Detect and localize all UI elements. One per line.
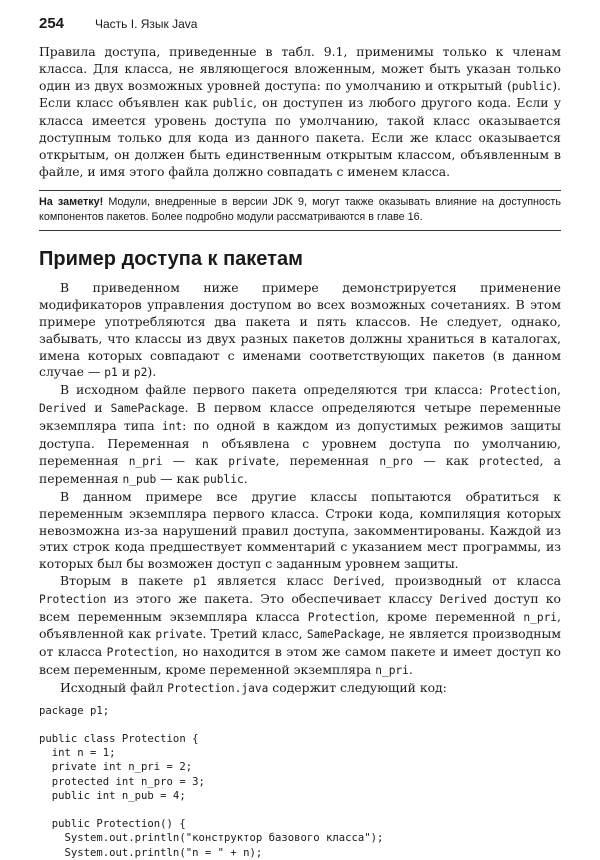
note-box — [39, 190, 561, 231]
code-line: protected int n_pro = 3; — [39, 775, 205, 788]
paragraph-derived: Вторым в пакете p1 является класс Derived, производный от класса Protection из этого же пакета. Это обеспечивает классу Derived доступ ко всем переменным экземпляра класса Protection, кроме переменной n_pri, объявленной как private. Третий класс, SamePackage, не является производным от класса Protection, но находится в этом же самом пакете и имеет доступ ко всем переменным, кроме переменной экземпляра n_pri. — [39, 572, 562, 677]
running-head: Часть I. Язык Java — [95, 17, 198, 31]
code-line: private int n_pri = 2; — [39, 761, 193, 774]
code-line: int n = 1; — [39, 747, 116, 760]
paragraph-source-file: Исходный файл Protection.java содержит следующий код: — [60, 679, 447, 695]
code-line: System.out.println("конструктор базового класса"); — [39, 832, 384, 845]
code-listing — [39, 704, 561, 860]
code-line: System.out.println("n = " + n); — [39, 846, 263, 859]
code-line: public class Protection { — [39, 732, 199, 745]
code-line: public Protection() { — [39, 818, 186, 831]
note-label: На заметку! — [39, 196, 104, 209]
page-body — [39, 44, 561, 860]
paragraph-first-package: В исходном файле первого пакета определяются три класса: Protection, Derived и SamePackage. В первом классе определяются четыре переменные экземпляра типа int: по одной в каждом из допустимых режимов защиты доступа. Переменная n объявлена с уровнем доступа по умолчанию, переменная n_pri — как private, переменная n_pro — как protected, а переменная n_pub — как public. — [39, 382, 562, 487]
page-header — [39, 13, 561, 39]
paragraph-intro: В приведенном ниже примере демонстрируется применение модификаторов управления доступом во всех возможных сочетаниях. В этом примере употребляются два пакета и пять классов. Не следует, однако, забывать, что классы из двух разных пакетов должны храниться в каталогах, имена которых совпадают с именами соответствующих пакетов (в данном случае — p1 и p2). — [39, 280, 561, 380]
section-heading: Пример доступа к пакетам — [39, 248, 303, 271]
paragraph-other-classes: В данном примере все другие классы попытаются обратиться к переменным экземпляра первого класса. Строки кода, компиляция которых невозможна из-за нарушений правил доступа, закомментированы. Каждой из этих строк кода предшествует комментарий с указанием мест программы, из которых был бы возможен доступ с заданным уровнем защиты. — [39, 488, 561, 572]
page-number: 254 — [39, 15, 65, 32]
code-line: public int n_pub = 4; — [39, 789, 186, 802]
note-text: Модули, внедренные в версии JDK 9, могут также оказывать влияние на доступность компонентов пакетов. Более подробно модули рассматриваются в главе 16. — [39, 196, 561, 223]
paragraph-access-rules: Правила доступа, приведенные в табл. 9.1, применимы только к членам класса. Для класса, не являющегося вложенным, может быть указан только один из двух возможных уровней доступа: по умолчанию и открытый (public). Если класс объявлен как public, он доступен из любого другого кода. Если у класса имеется уровень доступа по умолчанию, такой класс оказывается доступным только для кода из данного пакета. Если же класс оказывается открытым, он должен быть единственным открытым классом, объявленным в файле, и имя этого файла должно совпадать с именем класса. — [39, 44, 562, 179]
code-line: package p1; — [39, 704, 110, 717]
